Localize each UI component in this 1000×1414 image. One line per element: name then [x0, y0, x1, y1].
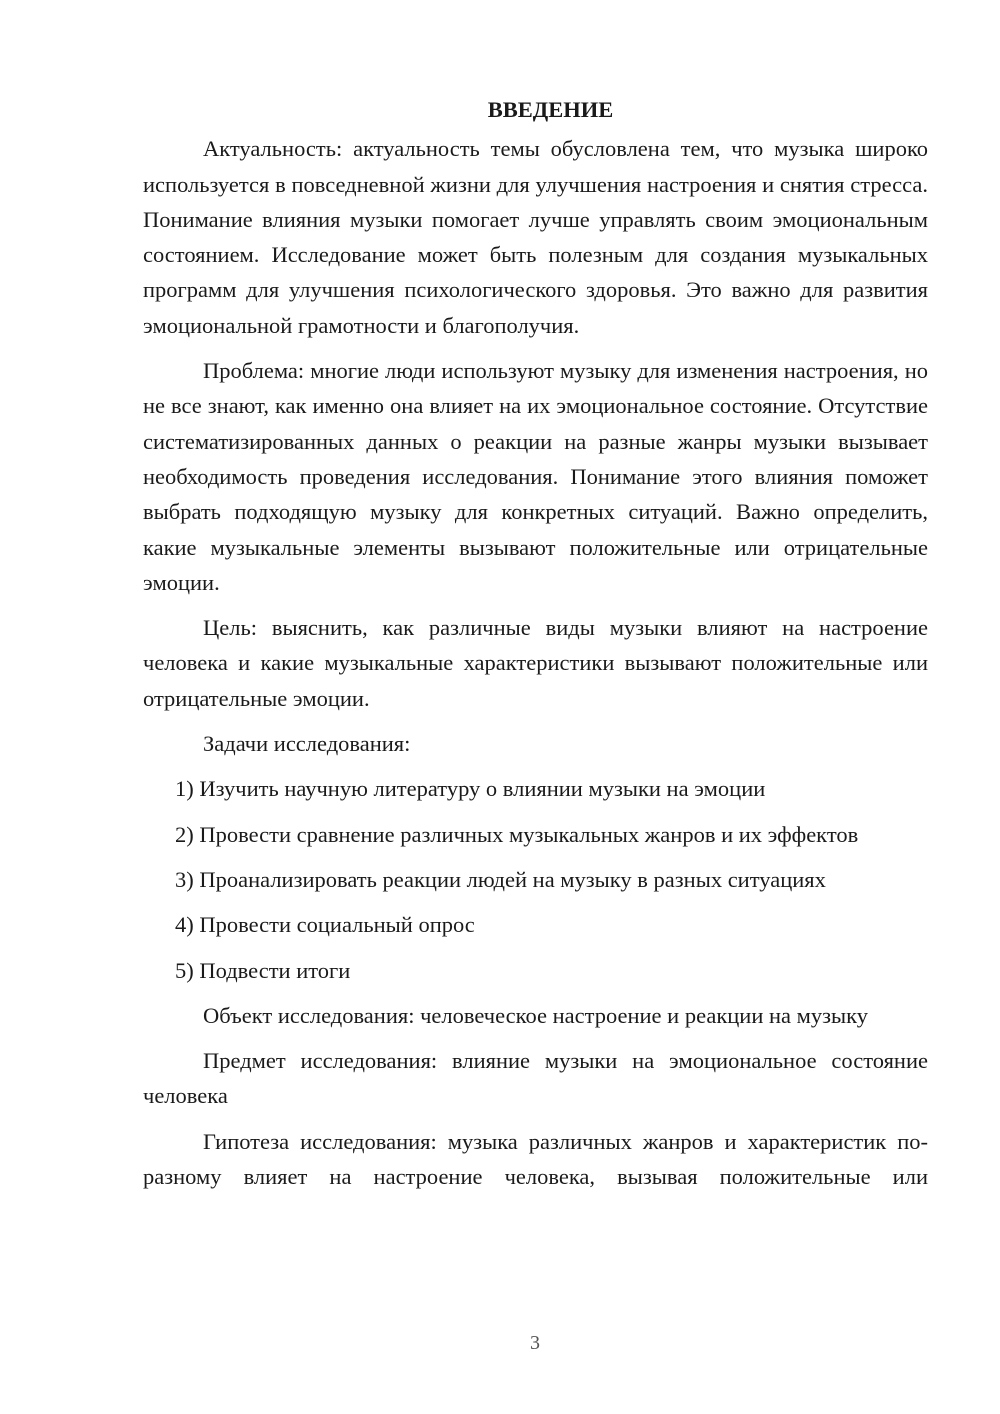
tasks-list: [143, 771, 928, 987]
tasks-title: Задачи исследования:: [203, 731, 411, 757]
problem-paragraph: Проблема: многие люди используют музыку для изменения настроения, но не все знают, как именно она влияет на их эмоциональное состояние. Отсутствие систематизированных данных о реакции на разные жанры музыки вызывает необходимость проведения исследования. Понимание этого влияния поможет выбрать подходящую музыку для конкретных ситуаций. Важно определить, какие музыкальные элементы вызывают положительные или отрицательные эмоции.: [143, 358, 928, 595]
section-heading: ВВЕДЕНИЕ: [487, 97, 614, 122]
task-item: 1) Изучить научную литературу о влиянии музыки на эмоции: [175, 776, 766, 802]
document-page: [143, 92, 928, 1204]
task-item: 5) Подвести итоги: [175, 957, 351, 983]
page-number: 3: [530, 1332, 540, 1354]
subject-paragraph: Предмет исследования: влияние музыки на эмоциональное состояние человека: [143, 1048, 928, 1109]
task-item: 2) Провести сравнение различных музыкальных жанров и их эффектов: [175, 821, 859, 847]
task-item: 3) Проанализировать реакции людей на музыку в разных ситуациях: [175, 866, 826, 892]
task-item: 4) Провести социальный опрос: [175, 912, 475, 938]
relevance-paragraph: Актуальность: актуальность темы обусловлена тем, что музыка широко используется в повседневной жизни для улучшения настроения и снятия стресса. Понимание влияния музыки помогает лучше управлять своим эмоциональным состоянием. Исследование может быть полезным для создания музыкальных программ для улучшения психологического здоровья. Это важно для развития эмоциональной грамотности и благополучия.: [143, 136, 928, 338]
goal-paragraph: Цель: выяснить, как различные виды музыки влияют на настроение человека и какие музыкальные характеристики вызывают положительные или отрицательные эмоции.: [143, 615, 928, 711]
object-paragraph: Объект исследования: человеческое настроение и реакции на музыку: [203, 1002, 869, 1028]
hypothesis-paragraph: Гипотеза исследования: музыка различных жанров и характеристик по-разному влияет на настроение человека, вызывая положительные или: [143, 1128, 928, 1190]
